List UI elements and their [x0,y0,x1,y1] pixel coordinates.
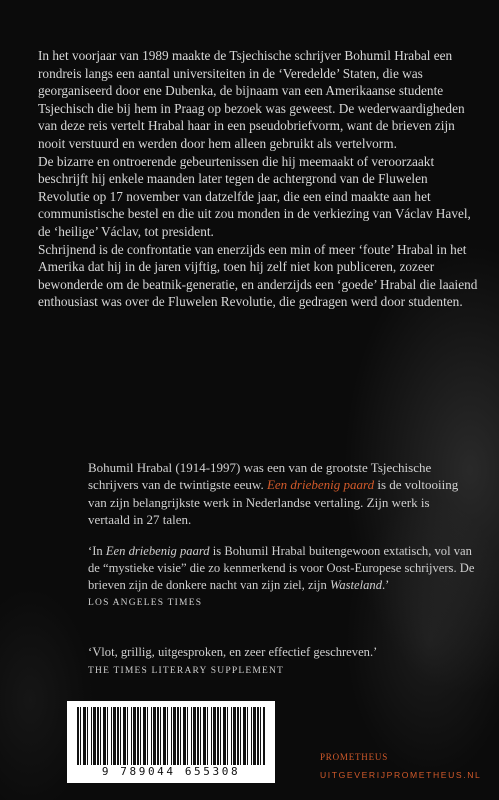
blurb-paragraph-3: Schrijnend is de confrontatie van enerzijds een min of meer ‘foute’ Hrabal in het Amerika dat hij in de jaren vijftig, toen hij zelf niet kon publiceren, zozeer bewonderde om de beatnik-generatie, en anderzijds een ‘goede’ Hrabal die laaiend enthousiast was over de Fluwelen Revolutie, die gedragen werd door studenten. [38,241,478,310]
isbn-barcode [67,701,275,783]
quote1-close: .’ [382,577,390,592]
barcode-bars [77,707,265,765]
quote2-source: THE TIMES LITERARY SUPPLEMENT [88,665,285,676]
quote1-wasteland: Wasteland [330,577,383,592]
bio-part-2: is de voltooiing van zijn belangrijkste werk in Nederlandse vertaling. Zijn werk is vertaald in 27 talen. [88,477,459,528]
bio-book-title: Een driebenig paard [266,477,375,493]
blurb-text [38,47,478,311]
publisher-logo: PROMETHEUS [320,752,389,762]
review-quote-1 [88,543,478,612]
quote1-body: is Bohumil Hrabal buitengewoon extatisch, vol van de “mystieke visie” die zo kenmerkend is voor Oost-Europese schrijvers. De brieven zijn de donkere nacht van zijn ziel, zijn [88,544,475,592]
blurb-paragraph-1: In het voorjaar van 1989 maakte de Tsjechische schrijver Bohumil Hrabal een rondreis langs een aantal universiteiten in de ‘Veredelde’ Staten, die was georganiseerd door ene Dubenka, de bijnaam van een Amerikaanse studente Tsjechisch die bij hem in Praag op bezoek was geweest. De wederwaardigheden van deze reis vertelt Hrabal haar in een pseudobriefvorm, want de brieven zijn nooit verstuurd en werden door hem alleen gebruikt als vertelvorm. [38,48,465,151]
blurb-paragraph-2: De bizarre en ontroerende gebeurtenissen die hij meemaakt of veroorzaakt beschrijft hij enkele maanden later tegen de achtergrond van de Fluwelen Revolutie op 17 november van datzelfde jaar, die een eind maakte aan het communistische bestel en die uit zou monden in de verkiezing van Václav Havel, de ‘heilige’ Václav, tot president. [38,153,471,239]
bio-part-1: Bohumil Hrabal (1914-1997) was een van de grootste Tsjechische schrijvers van de twintigste eeuw. [88,460,432,493]
quote1-open: ‘In [88,544,103,558]
quote2-text: ‘Vlot, grillig, uitgesproken, en zeer effectief geschreven.’ [88,645,378,659]
review-quote-2 [88,644,478,680]
author-bio [88,459,468,529]
quote1-source: LOS ANGELES TIMES [88,598,203,609]
quote1-book-title: Een driebenig paard [105,544,210,558]
isbn-number: 9 789044 655308 [101,765,241,778]
publisher-website: UITGEVERIJPROMETHEUS.NL [320,770,482,780]
